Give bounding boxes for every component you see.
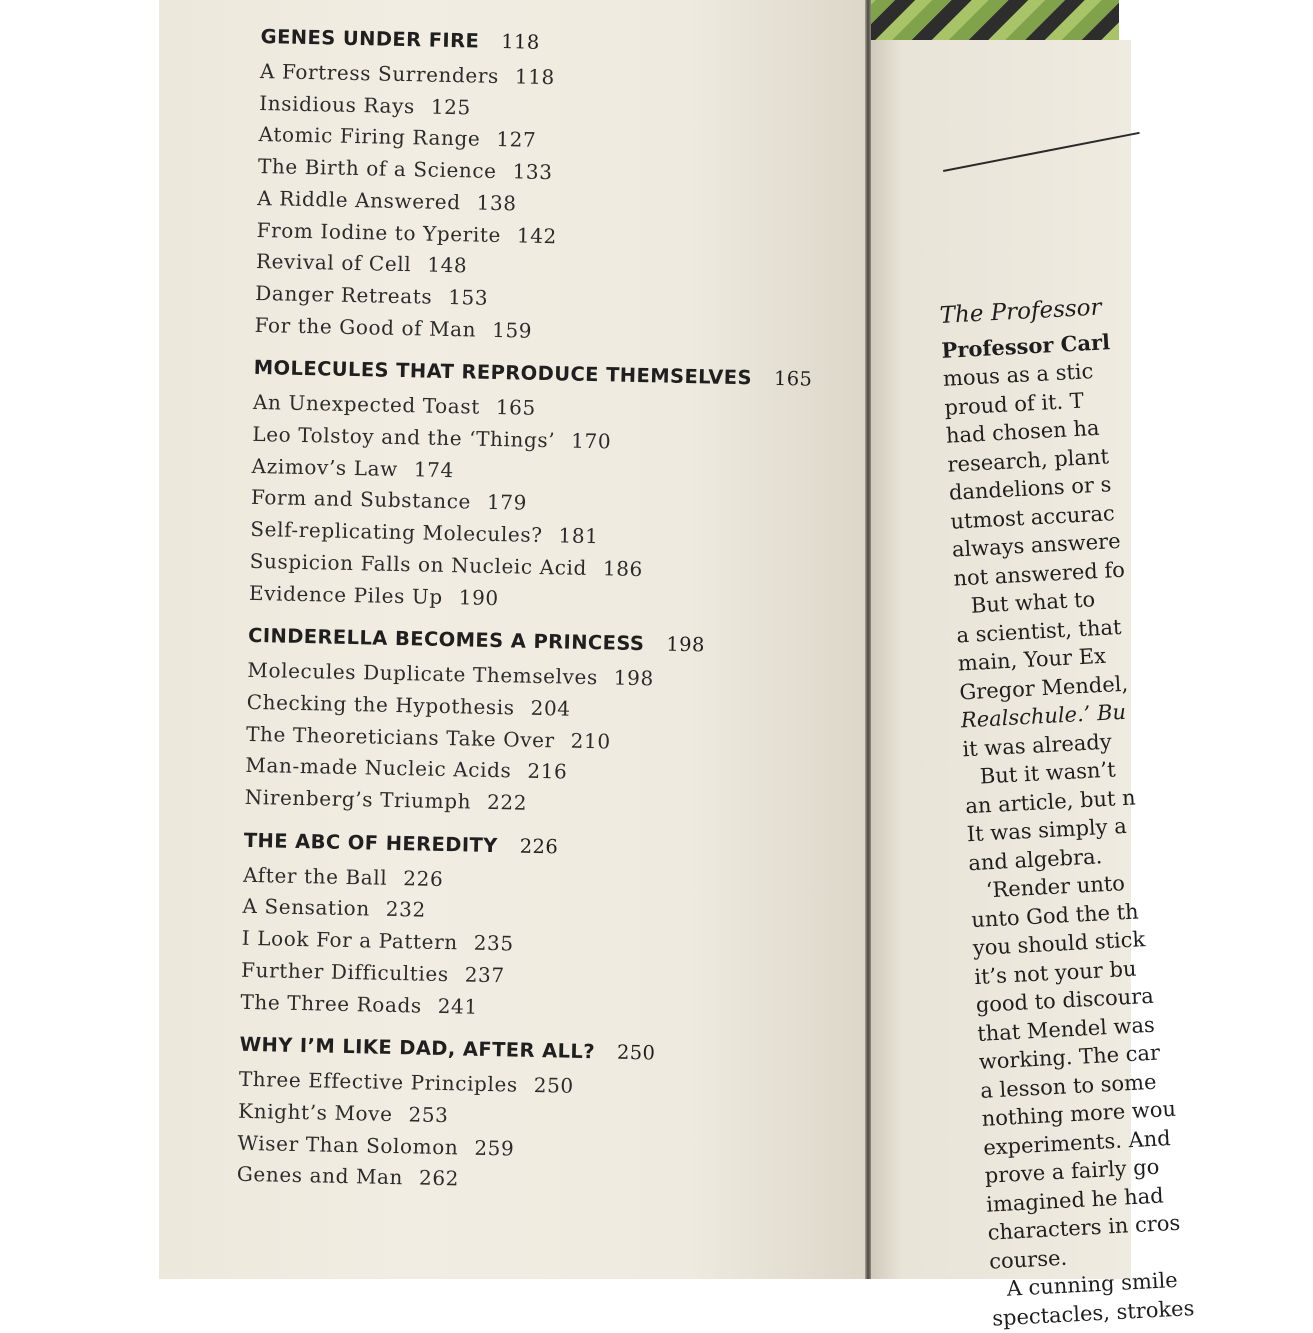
contents-page xyxy=(159,0,865,1279)
chapter-line: characters in cros xyxy=(987,1210,1181,1245)
section-page-number: 165 xyxy=(773,367,813,391)
entry-page-number: 259 xyxy=(474,1135,515,1161)
chapter-page xyxy=(871,40,1195,1331)
entry-title: A Fortress Surrenders xyxy=(259,58,500,88)
entry-page-number: 174 xyxy=(413,457,455,482)
entry-page-number: 118 xyxy=(514,64,556,90)
section-title-text: GENES UNDER FIRE xyxy=(260,24,480,53)
book-photo xyxy=(159,0,1195,1331)
entry-title: A Riddle Answered xyxy=(257,185,461,215)
entry-page-number: 226 xyxy=(403,865,444,891)
chapter-line: main, Your Ex xyxy=(957,643,1107,676)
entry-title: Genes and Man xyxy=(236,1162,404,1190)
entry-page-number: 125 xyxy=(430,94,472,120)
toc-section xyxy=(244,621,848,826)
entry-page-number: 153 xyxy=(447,284,489,310)
entry-page-number: 190 xyxy=(458,584,500,610)
entry-title: Evidence Piles Up xyxy=(248,580,444,609)
entry-page-number: 232 xyxy=(385,897,427,923)
chapter-line: not answered fo xyxy=(952,557,1126,591)
chapter-line: prove a fairly go xyxy=(984,1154,1160,1188)
entry-title: Revival of Cell xyxy=(255,249,412,277)
entry-page-number: 253 xyxy=(408,1102,449,1128)
entry-title: Azimov’s Law xyxy=(251,453,399,481)
entry-page-number: 159 xyxy=(491,317,533,343)
section-page-number: 118 xyxy=(500,30,540,54)
entry-page-number: 170 xyxy=(570,428,612,454)
entry-page-number: 250 xyxy=(533,1073,575,1099)
chapter-line: Gregor Mendel, xyxy=(958,671,1129,704)
chapter-line: Professor Carl xyxy=(940,328,1111,363)
entry-page-number: 181 xyxy=(558,523,599,549)
entry-title: Checking the Hypothesis xyxy=(246,689,515,720)
chapter-line: an article, but n xyxy=(964,784,1137,818)
chapter-line: experiments. And xyxy=(982,1125,1172,1160)
entry-title: After the Ball xyxy=(242,862,388,890)
entry-page-number: 198 xyxy=(613,665,655,691)
chapter-line: always answere xyxy=(951,528,1122,562)
entry-page-number: 138 xyxy=(476,190,517,216)
entry-title: The Birth of a Science xyxy=(257,154,497,184)
chapter-line: nothing more wou xyxy=(981,1096,1177,1131)
entry-page-number: 133 xyxy=(512,159,553,185)
entry-title: I Look For a Pattern xyxy=(241,925,458,955)
section-page-number: 226 xyxy=(519,834,559,859)
entry-title: Man-made Nucleic Acids xyxy=(245,753,512,783)
entry-page-number: 262 xyxy=(418,1165,460,1191)
chapter-line: Realschule.’ Bu xyxy=(960,699,1127,733)
section-page-number: 250 xyxy=(616,1040,656,1065)
entry-title: From Iodine to Yperite xyxy=(256,217,502,247)
chapter-line: dandelions or s xyxy=(948,472,1112,505)
chapter-line: mous as a stic xyxy=(942,359,1094,391)
section-page-number: 198 xyxy=(666,632,706,657)
chapter-line: utmost accurac xyxy=(949,500,1116,534)
section-title-text: THE ABC OF HEREDITY xyxy=(243,828,498,857)
entry-title: Three Effective Principles xyxy=(238,1067,519,1097)
toc-section xyxy=(240,826,844,1031)
toc-section xyxy=(237,1030,840,1203)
chapter-heading: The Professor xyxy=(939,294,1103,329)
chapter-line: it was already xyxy=(961,729,1113,761)
chapter-line: working. The car xyxy=(978,1040,1161,1074)
table-of-contents xyxy=(236,22,861,1215)
entry-title: Atomic Firing Range xyxy=(258,122,481,152)
chapter-line: unto God the th xyxy=(970,898,1140,932)
entry-title: Insidious Rays xyxy=(259,90,416,118)
entry-page-number: 142 xyxy=(516,222,558,248)
entry-title: Danger Retreats xyxy=(255,280,433,309)
chapter-line: a scientist, that xyxy=(955,614,1122,648)
chapter-line: and algebra. xyxy=(967,843,1103,875)
entry-page-number: 216 xyxy=(527,759,568,784)
chapter-line: that Mendel was xyxy=(976,1012,1156,1046)
entry-title: Self-replicating Molecules? xyxy=(250,517,543,548)
entry-title: Suspicion Falls on Nucleic Acid xyxy=(249,548,588,580)
entry-title: Form and Substance xyxy=(250,485,472,514)
toc-section xyxy=(254,22,861,354)
entry-page-number: 179 xyxy=(486,490,528,516)
chapter-line: you should stick xyxy=(972,927,1146,961)
chapter-line: It was simply a xyxy=(966,813,1128,847)
entry-title: Wiser Than Solomon xyxy=(237,1130,459,1160)
entry-title: For the Good of Man xyxy=(254,312,477,342)
entry-title: Nirenberg’s Triumph xyxy=(244,784,472,814)
chapter-line: course. xyxy=(988,1245,1068,1274)
chapter-line: ‘Render unto xyxy=(985,871,1126,903)
entry-title: An Unexpected Toast xyxy=(252,390,481,419)
entry-page-number: 204 xyxy=(530,695,571,721)
entry-title: Leo Tolstoy and the ‘Things’ xyxy=(252,421,556,453)
toc-section xyxy=(249,353,854,621)
entry-page-number: 237 xyxy=(464,962,505,988)
entry-page-number: 165 xyxy=(495,395,537,421)
chapter-line: But what to xyxy=(970,587,1096,618)
entry-page-number: 241 xyxy=(437,993,478,1019)
chapter-body xyxy=(941,320,1313,1333)
entry-page-number: 210 xyxy=(570,728,611,754)
entry-title: The Three Roads xyxy=(240,989,423,1018)
entry-title: Knight’s Move xyxy=(237,1098,393,1126)
chapter-line: proud of it. T xyxy=(943,388,1085,420)
chapter-text xyxy=(939,285,1313,1332)
section-title-text: MOLECULES THAT REPRODUCE THEMSELVES xyxy=(253,356,753,390)
entry-title: The Theoreticians Take Over xyxy=(245,721,555,752)
entry-title: Further Difficulties xyxy=(240,957,449,987)
chapter-line: But it wasn’t xyxy=(979,757,1117,789)
entry-page-number: 222 xyxy=(486,789,528,815)
entry-page-number: 148 xyxy=(427,252,468,278)
section-title-text: CINDERELLA BECOMES A PRINCESS xyxy=(247,624,645,656)
chapter-line: research, plant xyxy=(946,443,1110,477)
chapter-line: A cunning smile xyxy=(1006,1267,1179,1301)
chapter-line: spectacles, strokes xyxy=(991,1295,1195,1331)
chapter-line: had chosen ha xyxy=(945,415,1100,448)
entry-title: A Sensation xyxy=(242,894,371,921)
entry-title: Molecules Duplicate Themselves xyxy=(247,658,599,690)
chapter-rule xyxy=(943,132,1140,172)
entry-page-number: 235 xyxy=(473,930,514,956)
chapter-line: it’s not your bu xyxy=(973,956,1138,989)
chapter-line: a lesson to some xyxy=(979,1069,1157,1103)
section-title-text: WHY I’M LIKE DAD, AFTER ALL? xyxy=(239,1033,596,1064)
entry-page-number: 186 xyxy=(602,556,644,581)
chapter-line: good to discoura xyxy=(975,983,1155,1018)
chapter-line: imagined he had xyxy=(985,1182,1165,1217)
entry-page-number: 127 xyxy=(496,127,537,153)
